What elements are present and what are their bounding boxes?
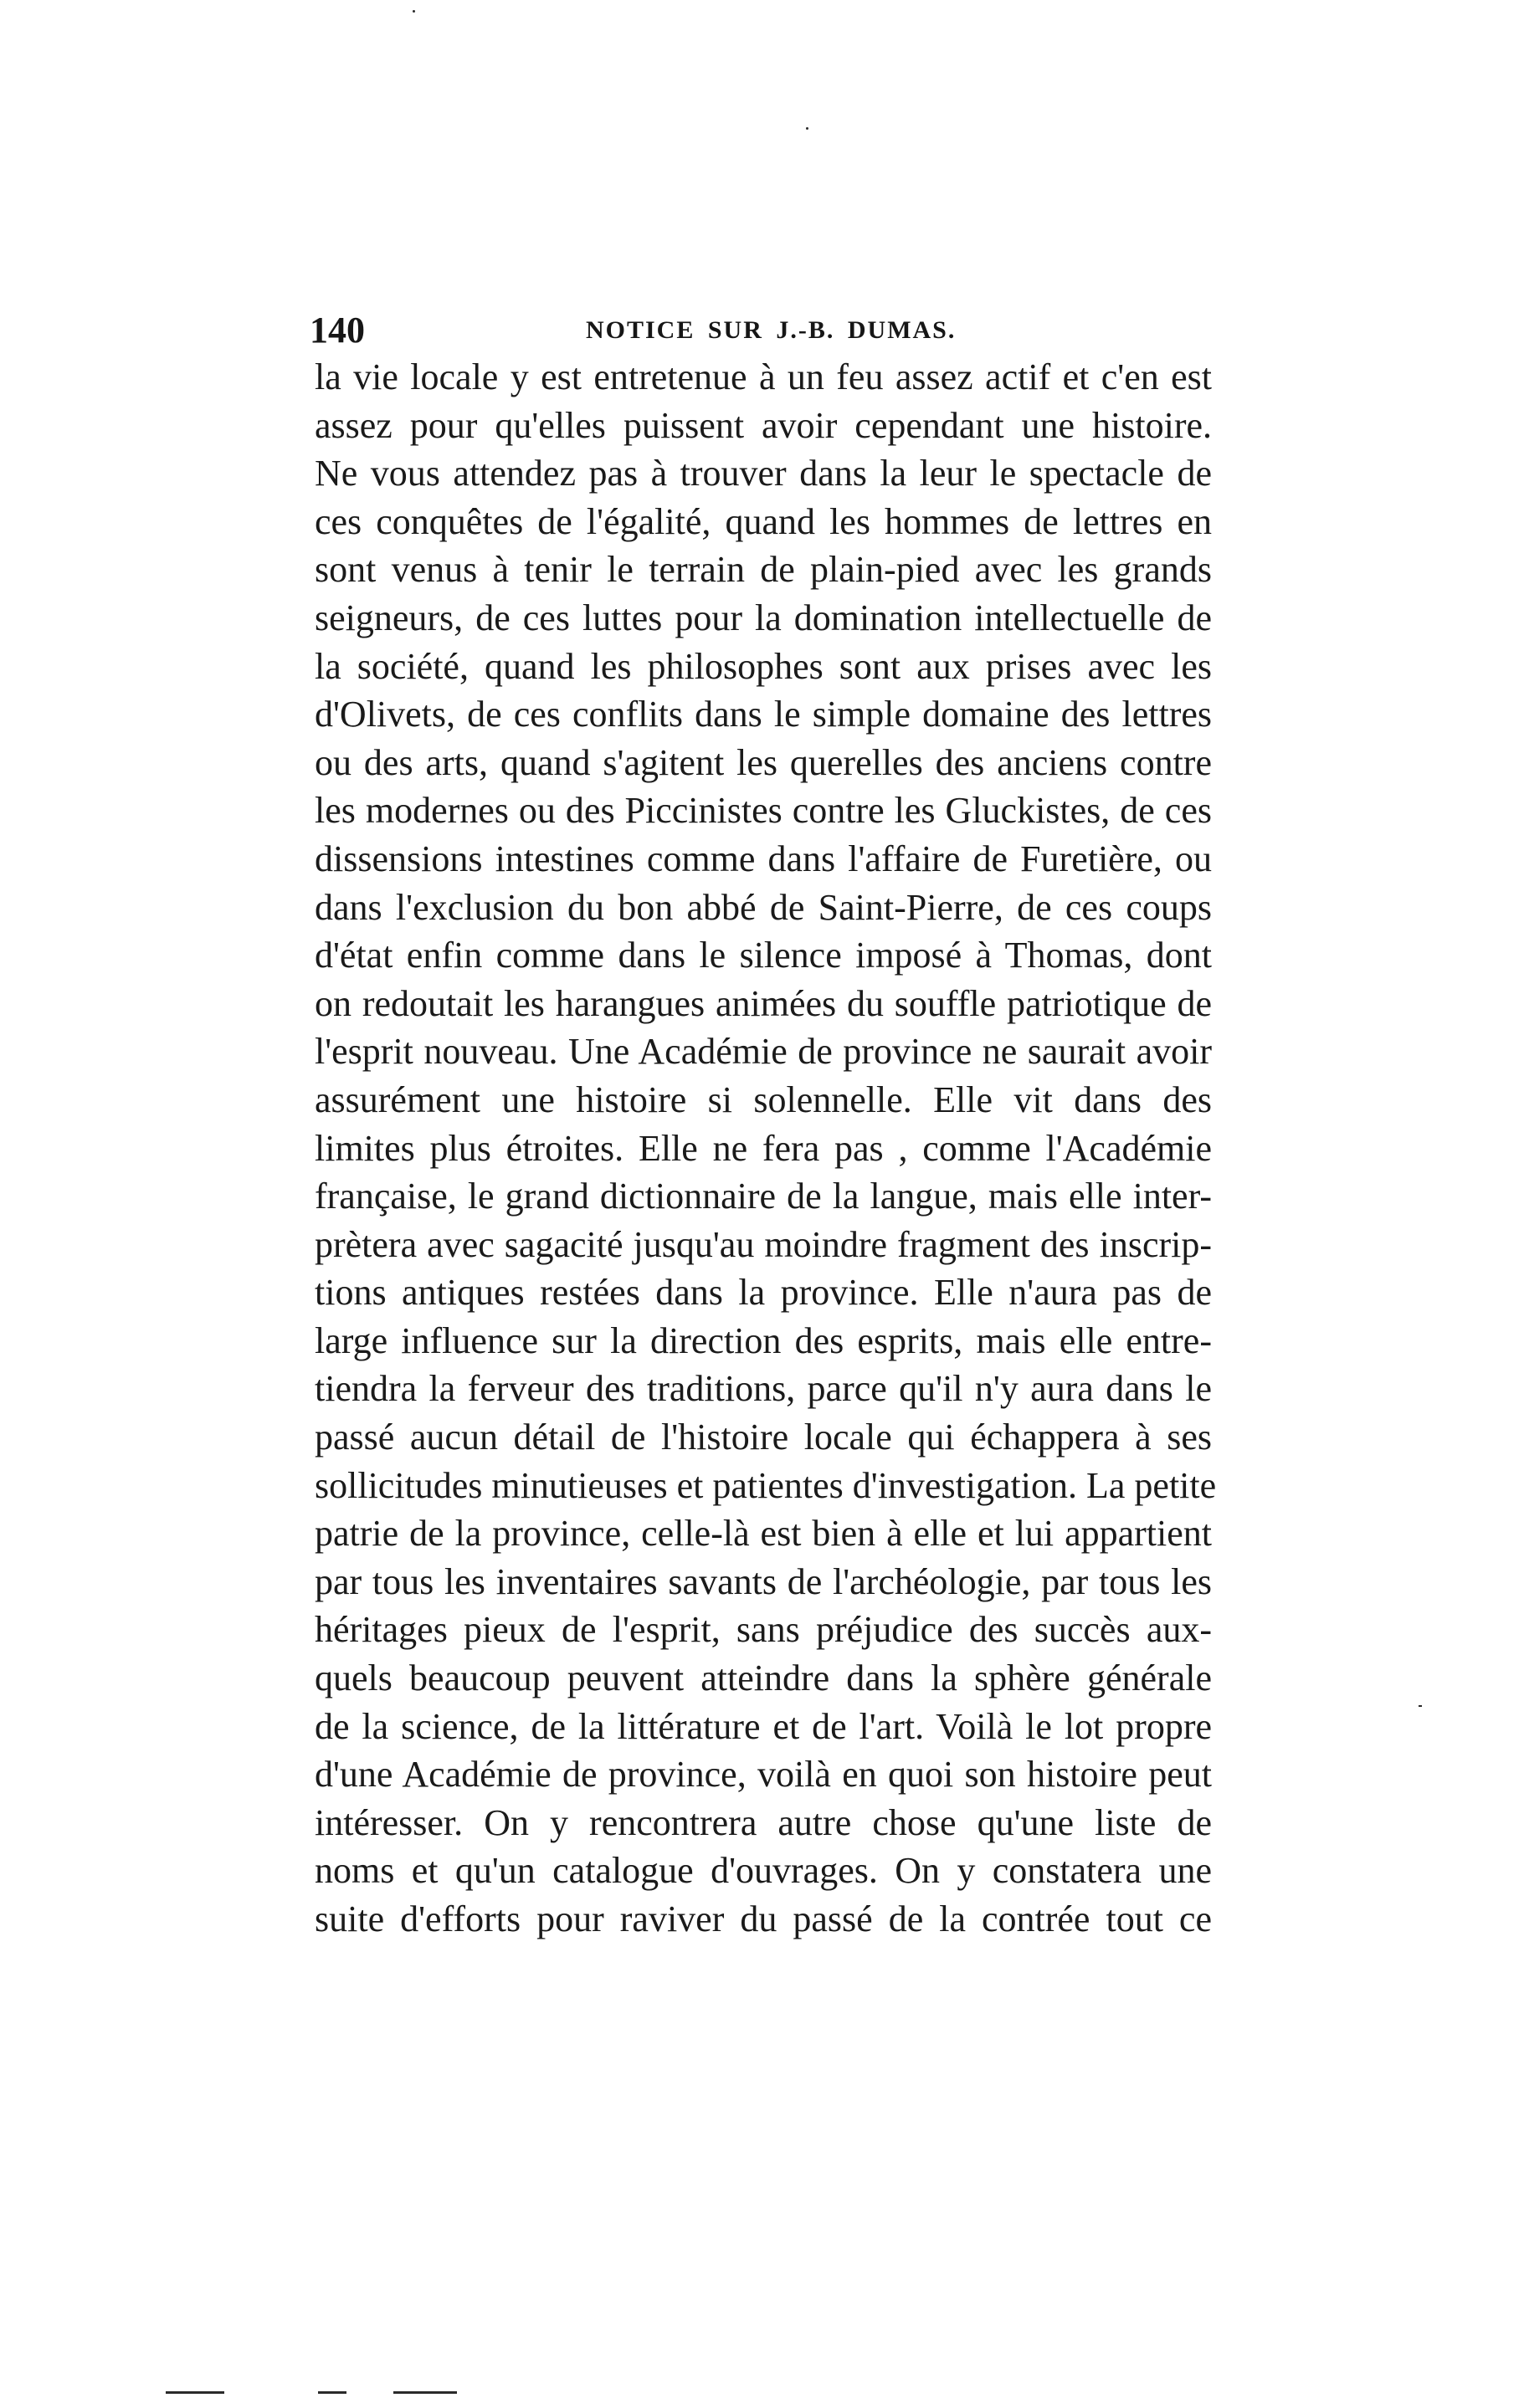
text-line: héritages pieux de l'esprit, sans préjudice des succès aux- xyxy=(315,1609,1212,1651)
scan-speck xyxy=(1419,1705,1422,1707)
body-text xyxy=(315,353,1217,1944)
text-line: les modernes ou des Piccinistes contre les Gluckistes, de ces xyxy=(315,790,1212,832)
text-line: l'esprit nouveau. Une Académie de province ne saurait avoir xyxy=(315,1031,1212,1073)
text-line: tiendra la ferveur des traditions, parce qu'il n'y aura dans le xyxy=(315,1368,1212,1410)
text-line: quels beaucoup peuvent atteindre dans la sphère générale xyxy=(315,1657,1212,1699)
text-line: passé aucun détail de l'histoire locale qui échappera à ses xyxy=(315,1417,1212,1458)
text-line: dissensions intestines comme dans l'affaire de Furetière, ou xyxy=(315,838,1212,879)
text-line: ou des arts, quand s'agitent les querelles des anciens contre xyxy=(315,741,1212,783)
text-line: tions antiques restées dans la province. Elle n'aura pas de xyxy=(315,1272,1212,1314)
scan-edge-dash xyxy=(393,2391,457,2394)
text-line: de la science, de la littérature et de l'art. Voilà le lot propre xyxy=(315,1705,1212,1747)
text-line: suite d'efforts pour raviver du passé de la contrée tout ce xyxy=(315,1898,1212,1939)
text-line: seigneurs, de ces luttes pour la domination intellectuelle de xyxy=(315,597,1212,638)
text-line: intéresser. On y rencontrera autre chose qu'une liste de xyxy=(315,1801,1212,1843)
text-line: prètera avec sagacité jusqu'au moindre fragment des inscrip- xyxy=(315,1223,1212,1265)
scan-speck xyxy=(413,10,415,13)
text-line: limites plus étroites. Elle ne fera pas , comme l'Académie xyxy=(315,1127,1212,1169)
text-line: Ne vous attendez pas à trouver dans la leur le spectacle de xyxy=(315,453,1212,494)
scan-edge-dash xyxy=(166,2391,224,2394)
text-line: assurément une histoire si solennelle. Elle vit dans des xyxy=(315,1078,1212,1120)
text-line: large influence sur la direction des esprits, mais elle entre- xyxy=(315,1319,1212,1361)
page-number: 140 xyxy=(310,310,365,351)
running-title: NOTICE SUR J.-B. DUMAS. xyxy=(586,316,957,344)
text-line: française, le grand dictionnaire de la langue, mais elle inter- xyxy=(315,1176,1212,1217)
text-line: on redoutait les harangues animées du souffle patriotique de xyxy=(315,982,1212,1024)
text-line: d'état enfin comme dans le silence imposé à Thomas, dont xyxy=(315,935,1212,976)
text-line: ces conquêtes de l'égalité, quand les hommes de lettres en xyxy=(315,500,1212,542)
text-line: d'une Académie de province, voilà en quoi son histoire peut xyxy=(315,1754,1212,1796)
text-line: la société, quand les philosophes sont aux prises avec les xyxy=(315,645,1212,687)
text-line: d'Olivets, de ces conflits dans le simple domaine des lettres xyxy=(315,694,1212,735)
text-line: noms et qu'un catalogue d'ouvrages. On y constatera une xyxy=(315,1850,1212,1892)
text-line: sollicitudes minutieuses et patientes d'investigation. La petite xyxy=(315,1464,1217,1506)
scan-edge-dash xyxy=(318,2391,346,2394)
text-line: patrie de la province, celle-là est bien à elle et lui appartient xyxy=(315,1513,1212,1555)
text-line: assez pour qu'elles puissent avoir cependant une histoire. xyxy=(315,404,1212,446)
text-line: sont venus à tenir le terrain de plain-pied avec les grands xyxy=(315,549,1212,591)
text-line: dans l'exclusion du bon abbé de Saint-Pierre, de ces coups xyxy=(315,886,1212,928)
text-line: par tous les inventaires savants de l'archéologie, par tous les xyxy=(315,1560,1212,1602)
page-header xyxy=(310,305,1218,356)
text-line: la vie locale y est entretenue à un feu assez actif et c'en est xyxy=(315,356,1212,397)
scan-speck xyxy=(806,127,808,130)
